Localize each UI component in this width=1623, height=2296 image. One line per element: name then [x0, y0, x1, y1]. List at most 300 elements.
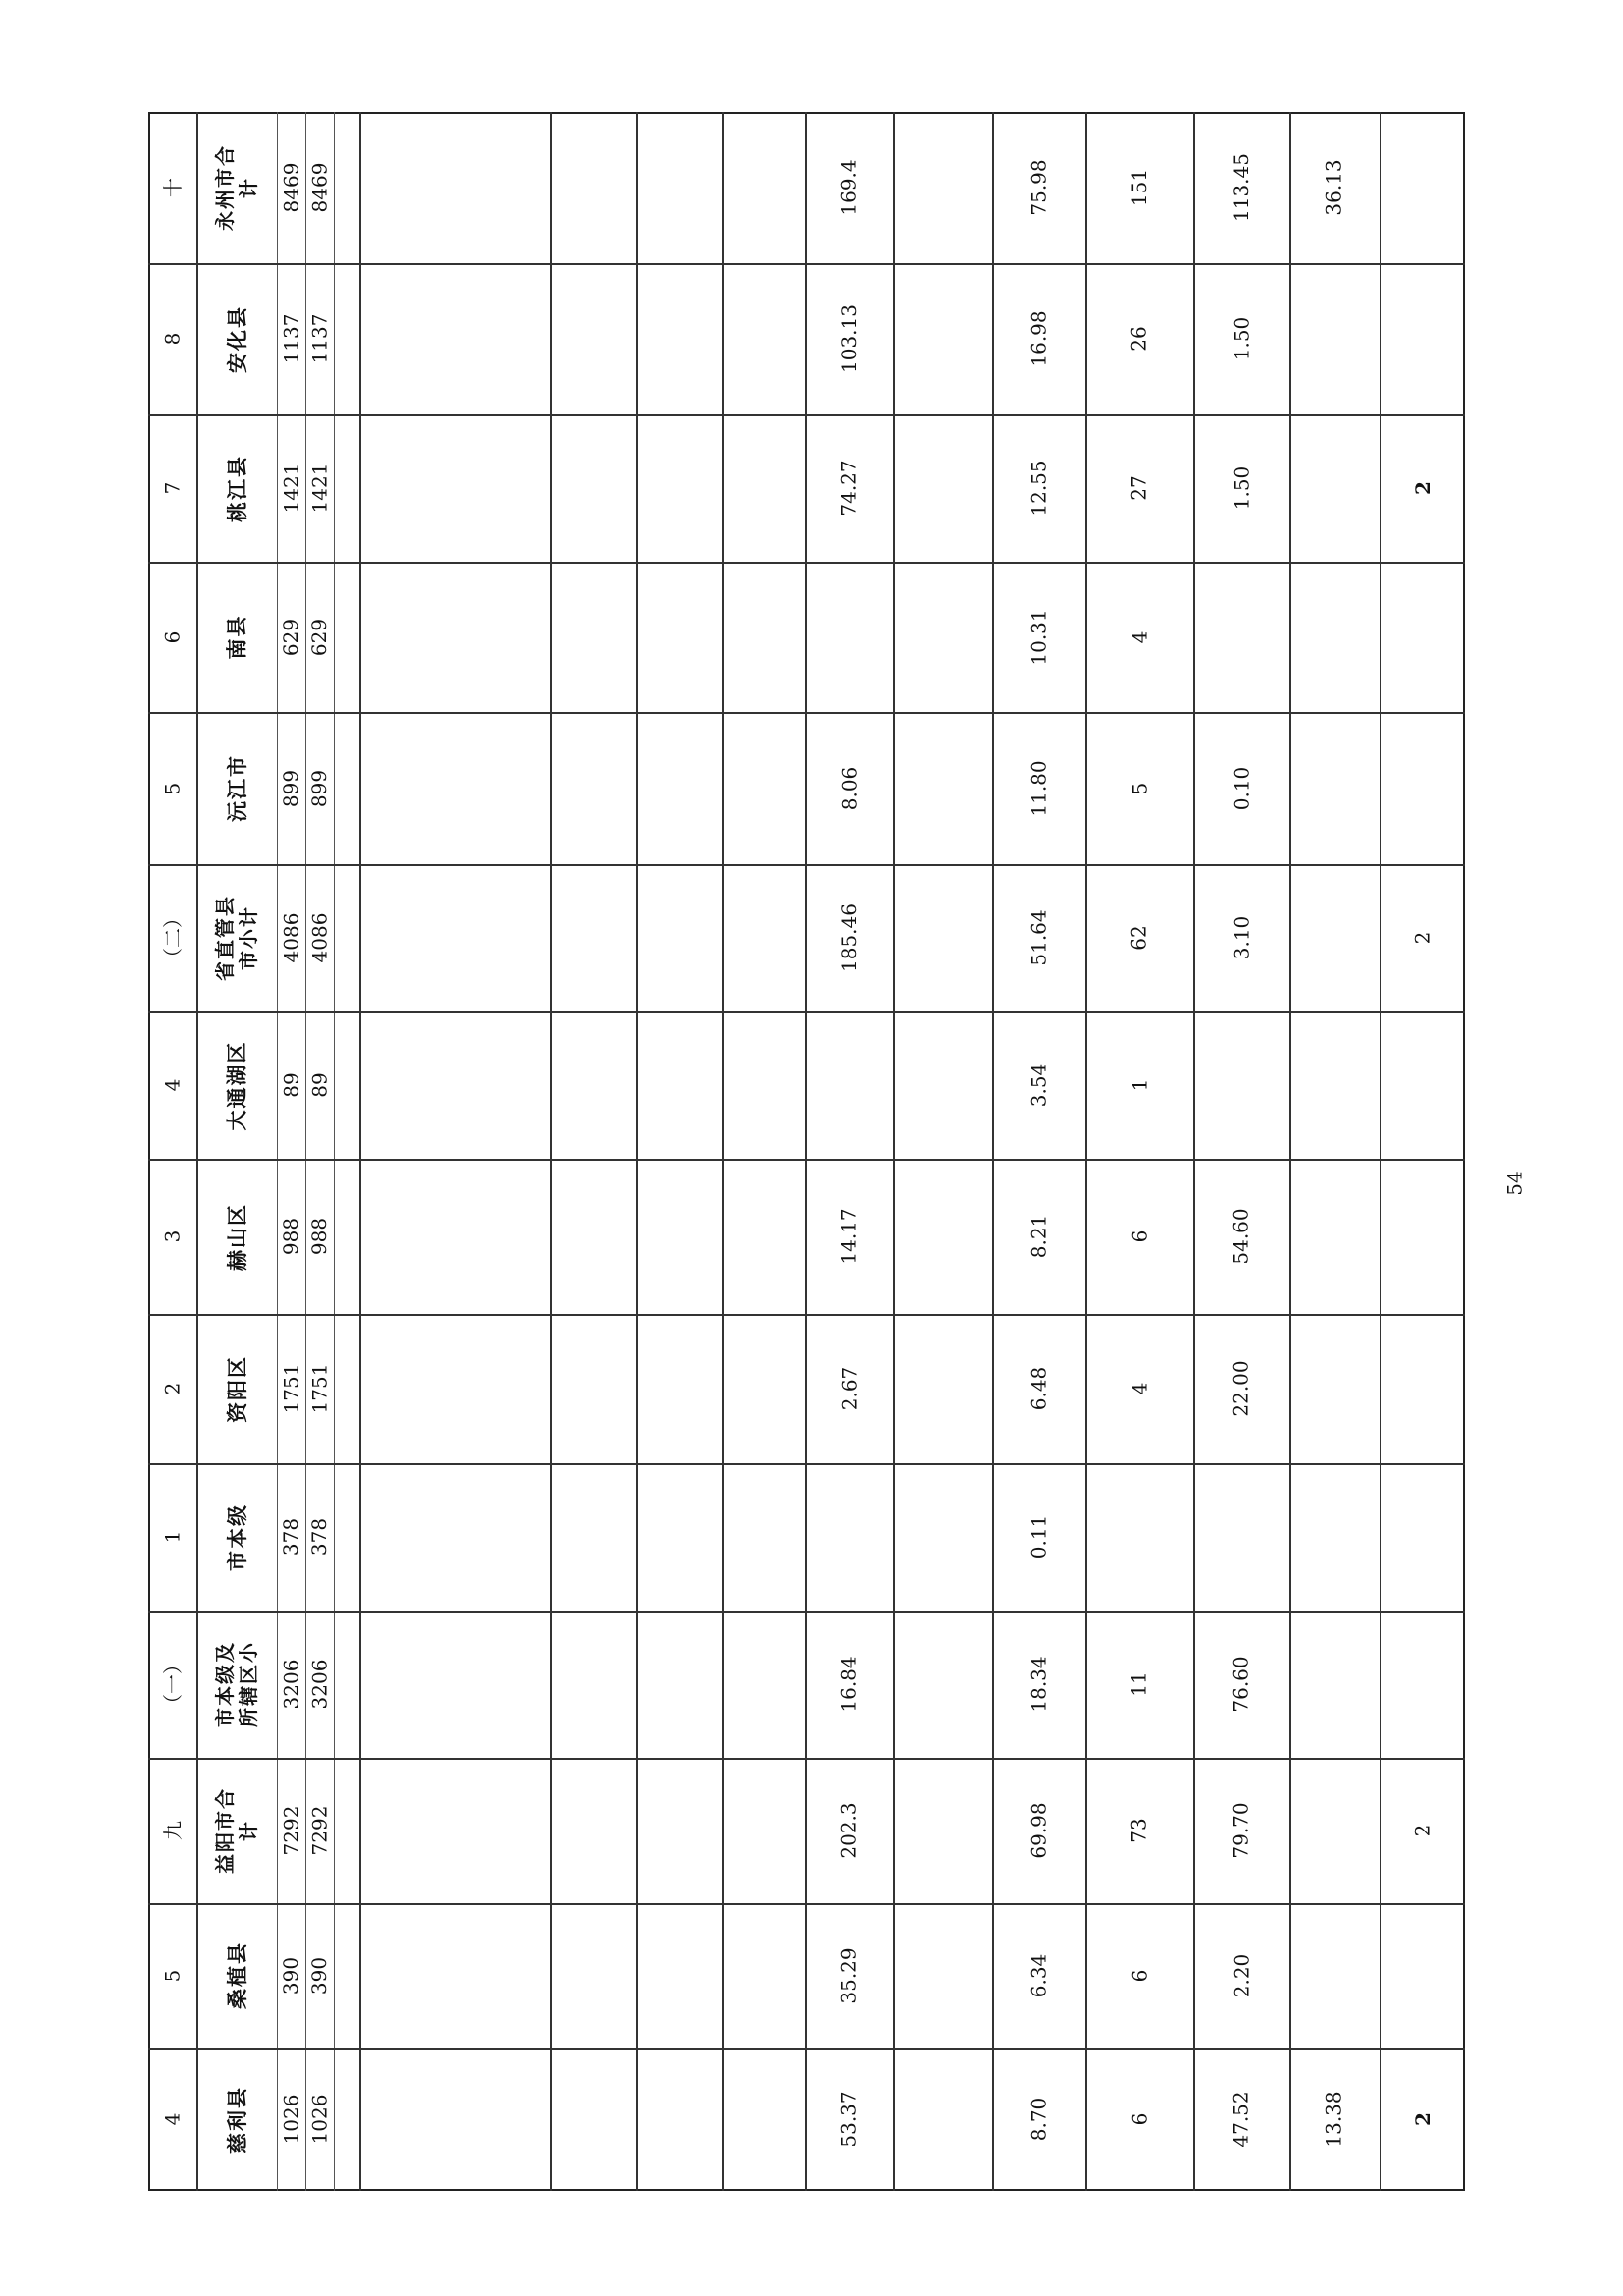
- value-cell: [636, 1463, 722, 1611]
- column-header: [196, 112, 277, 263]
- value-cell: [1289, 1758, 1380, 1903]
- count-cell: [305, 1011, 334, 1159]
- value-cell: [359, 1463, 550, 1611]
- value-cell-text: 14.17: [837, 1208, 861, 1265]
- value-cell: [1289, 263, 1380, 414]
- count-cell: [277, 562, 305, 712]
- column-index-text: 4: [160, 2112, 185, 2126]
- column-header-text: 市本级及 所辖区小: [213, 1641, 260, 1727]
- value-cell-text: 74.27: [837, 460, 861, 517]
- count-cell-text: 378: [307, 1517, 332, 1557]
- value-cell-text: 16.98: [1026, 310, 1051, 367]
- value-cell: [1289, 112, 1380, 263]
- value-cell: [805, 2048, 893, 2191]
- value-cell: [722, 1758, 805, 1903]
- count-cell-text: 1751: [307, 1363, 332, 1414]
- value-cell: [550, 1159, 636, 1314]
- value-cell: [893, 414, 992, 562]
- value-cell: [1193, 263, 1289, 414]
- value-cell-text: 2.20: [1229, 1953, 1253, 1997]
- value-cell: [1085, 562, 1193, 712]
- value-cell: [722, 864, 805, 1011]
- value-cell-text: 6: [1126, 2112, 1151, 2126]
- value-cell: [992, 2048, 1085, 2191]
- column-index: [148, 562, 196, 712]
- column-index-text: 2: [160, 1382, 185, 1395]
- value-cell: [359, 2048, 550, 2191]
- value-cell: [1085, 2048, 1193, 2191]
- count-cell-text: 629: [307, 618, 332, 656]
- count-cell: [277, 1314, 305, 1463]
- value-cell-text: 1: [1126, 1078, 1151, 1092]
- column-header-text: 市本级: [224, 1503, 249, 1571]
- value-cell: [636, 1314, 722, 1463]
- value-cell: [805, 1758, 893, 1903]
- value-cell: [1289, 2048, 1380, 2191]
- value-cell: [1193, 864, 1289, 1011]
- value-cell-text: 2: [1410, 481, 1434, 495]
- value-cell: [359, 414, 550, 562]
- count-cell: [305, 1314, 334, 1463]
- value-cell: [636, 1159, 722, 1314]
- value-cell-text: 0.10: [1229, 766, 1253, 810]
- value-cell: [1193, 1159, 1289, 1314]
- count-cell: [277, 263, 305, 414]
- value-cell: [992, 1758, 1085, 1903]
- count-cell-text: 1421: [279, 463, 303, 514]
- value-cell: [550, 2048, 636, 2191]
- count-cell: [305, 414, 334, 562]
- value-cell-text: 8.21: [1026, 1214, 1051, 1259]
- value-cell-text: 36.13: [1322, 159, 1346, 216]
- value-cell-text: 1.50: [1229, 316, 1253, 361]
- column-header: [196, 562, 277, 712]
- column-index-text: 5: [160, 1969, 185, 1982]
- count-cell-text: 1137: [279, 313, 303, 364]
- column-header: [196, 1903, 277, 2048]
- value-cell-text: 202.3: [837, 1802, 861, 1859]
- value-cell-text: 1.50: [1229, 465, 1253, 511]
- column-header: [196, 1159, 277, 1314]
- column-header: [196, 1011, 277, 1159]
- column-header: [196, 712, 277, 864]
- column-index: [148, 1611, 196, 1758]
- value-cell: [1085, 414, 1193, 562]
- column-header-text: 南县: [224, 614, 249, 660]
- column-index: [148, 112, 196, 263]
- value-cell: [1289, 1314, 1380, 1463]
- value-cell: [1085, 112, 1193, 263]
- count-cell: [277, 864, 305, 1011]
- count-cell: [305, 1463, 334, 1611]
- column-header-text: 桃江县: [224, 454, 249, 522]
- value-cell: [1380, 1314, 1465, 1463]
- value-cell: [550, 414, 636, 562]
- value-cell: [1085, 1611, 1193, 1758]
- value-cell: [893, 112, 992, 263]
- value-cell: [805, 1463, 893, 1611]
- column-index: [148, 712, 196, 864]
- value-cell-text: 6: [1126, 1969, 1151, 1982]
- value-cell: [359, 112, 550, 263]
- value-cell: [636, 1903, 722, 2048]
- count-cell: [277, 1758, 305, 1903]
- value-cell: [1085, 1159, 1193, 1314]
- value-cell: [1193, 1011, 1289, 1159]
- value-cell-text: 5: [1126, 782, 1151, 794]
- value-cell: [359, 562, 550, 712]
- count-cell-text: 378: [279, 1517, 303, 1557]
- value-cell: [1380, 562, 1465, 712]
- column-index-text: 8: [160, 332, 185, 346]
- count-cell: [305, 562, 334, 712]
- column-header: [196, 2048, 277, 2191]
- count-cell: [277, 1611, 305, 1758]
- column-header-text: 永州市合 计: [213, 144, 260, 231]
- value-cell: [1380, 1159, 1465, 1314]
- value-cell: [1289, 562, 1380, 712]
- value-cell: [636, 712, 722, 864]
- count-cell-text: 3206: [307, 1659, 332, 1710]
- value-cell: [1380, 2048, 1465, 2191]
- column-index-text: 4: [160, 1078, 185, 1092]
- count-cell: [305, 1903, 334, 2048]
- value-cell: [359, 1903, 550, 2048]
- value-cell: [1193, 712, 1289, 864]
- column-index: [148, 1903, 196, 2048]
- count-cell-text: 4086: [307, 912, 332, 963]
- value-cell: [722, 112, 805, 263]
- value-cell: [1085, 1463, 1193, 1611]
- column-index-text: （二）: [160, 908, 185, 967]
- column-header: [196, 1758, 277, 1903]
- value-cell-text: 169.4: [837, 159, 861, 216]
- value-cell-text: 27: [1126, 475, 1151, 501]
- count-cell: [305, 2048, 334, 2191]
- column-index-text: 6: [160, 630, 185, 643]
- value-cell: [1085, 263, 1193, 414]
- value-cell: [636, 414, 722, 562]
- value-cell: [550, 562, 636, 712]
- value-cell: [550, 263, 636, 414]
- value-cell: [722, 1903, 805, 2048]
- count-cell: [305, 1758, 334, 1903]
- value-cell-text: 113.45: [1228, 153, 1253, 222]
- value-cell-text: 51.64: [1026, 909, 1051, 966]
- value-cell: [359, 712, 550, 864]
- value-cell: [805, 414, 893, 562]
- column-header-text: 桑植县: [224, 1941, 249, 2009]
- value-cell: [992, 112, 1085, 263]
- value-cell: [1085, 864, 1193, 1011]
- value-cell-text: 75.98: [1026, 159, 1051, 216]
- count-cell-text: 8469: [307, 162, 332, 213]
- value-cell: [805, 712, 893, 864]
- value-cell: [992, 1611, 1085, 1758]
- value-cell: [1289, 414, 1380, 562]
- value-cell: [1289, 864, 1380, 1011]
- value-cell: [1380, 414, 1465, 562]
- value-cell-text: 12.55: [1026, 460, 1051, 517]
- value-cell-text: 54.60: [1228, 1208, 1253, 1265]
- value-cell: [1289, 1011, 1380, 1159]
- count-cell: [277, 414, 305, 562]
- value-cell: [1085, 1314, 1193, 1463]
- value-cell: [992, 1159, 1085, 1314]
- count-cell: [305, 263, 334, 414]
- count-cell: [277, 712, 305, 864]
- value-cell: [1289, 1903, 1380, 2048]
- count-cell-text: 8469: [279, 162, 303, 213]
- value-cell-text: 11: [1126, 1671, 1151, 1697]
- count-cell: [277, 112, 305, 263]
- value-cell-text: 35.29: [837, 1946, 861, 2004]
- value-cell: [1380, 712, 1465, 864]
- column-header-text: 资阳区: [224, 1354, 249, 1423]
- value-cell: [893, 263, 992, 414]
- value-cell: [805, 112, 893, 263]
- count-cell-text: 988: [307, 1217, 332, 1256]
- value-cell: [1193, 1314, 1289, 1463]
- value-cell: [722, 1011, 805, 1159]
- value-cell: [550, 1611, 636, 1758]
- value-cell: [1193, 1903, 1289, 2048]
- value-cell: [550, 864, 636, 1011]
- value-cell: [550, 1903, 636, 2048]
- value-cell-text: 10.31: [1026, 608, 1051, 666]
- value-cell: [550, 712, 636, 864]
- value-cell: [893, 1611, 992, 1758]
- value-cell: [992, 263, 1085, 414]
- value-cell: [893, 1463, 992, 1611]
- value-cell: [1193, 112, 1289, 263]
- value-cell: [1289, 1159, 1380, 1314]
- value-cell: [722, 1314, 805, 1463]
- value-cell-text: 2: [1410, 2112, 1434, 2126]
- value-cell: [992, 1903, 1085, 2048]
- value-cell: [359, 1314, 550, 1463]
- column-index: [148, 414, 196, 562]
- value-cell: [1193, 1463, 1289, 1611]
- column-index-text: （一）: [160, 1655, 185, 1714]
- column-index-text: 九: [160, 1821, 185, 1840]
- column-index: [148, 1463, 196, 1611]
- value-cell: [1289, 1463, 1380, 1611]
- value-cell: [1085, 1903, 1193, 2048]
- count-cell-text: 629: [279, 618, 303, 656]
- value-cell-text: 8.70: [1026, 2097, 1051, 2142]
- count-cell-text: 89: [279, 1072, 303, 1098]
- value-cell: [636, 2048, 722, 2191]
- value-cell-text: 2: [1410, 931, 1434, 945]
- value-cell-text: 13.38: [1322, 2091, 1346, 2148]
- value-cell: [1380, 1758, 1465, 1903]
- count-cell-text: 3206: [279, 1659, 303, 1710]
- value-cell-text: 22.00: [1228, 1360, 1253, 1417]
- value-cell: [1085, 1758, 1193, 1903]
- count-cell: [305, 712, 334, 864]
- count-cell-text: 390: [307, 1956, 332, 1995]
- value-cell: [722, 263, 805, 414]
- column-header-text: 大通湖区: [224, 1040, 249, 1130]
- value-cell: [893, 1011, 992, 1159]
- value-cell-text: 6.34: [1026, 1953, 1051, 1997]
- value-cell: [636, 864, 722, 1011]
- value-cell: [893, 1314, 992, 1463]
- count-cell: [277, 1159, 305, 1314]
- count-cell-text: 988: [279, 1217, 303, 1256]
- value-cell: [893, 712, 992, 864]
- value-cell-text: 0.11: [1026, 1514, 1051, 1559]
- value-cell: [1380, 263, 1465, 414]
- value-cell-text: 2: [1410, 1824, 1434, 1837]
- value-cell: [636, 263, 722, 414]
- count-cell: [277, 2048, 305, 2191]
- count-cell: [305, 864, 334, 1011]
- count-cell: [305, 1611, 334, 1758]
- value-cell-text: 76.60: [1228, 1656, 1253, 1713]
- value-cell-text: 69.98: [1026, 1802, 1051, 1859]
- count-cell-text: 1421: [307, 463, 332, 514]
- count-cell: [277, 1903, 305, 2048]
- value-cell-text: 26: [1126, 326, 1151, 352]
- column-index-text: 5: [160, 782, 185, 794]
- value-cell: [1193, 1611, 1289, 1758]
- column-header-text: 赫山区: [224, 1202, 249, 1271]
- value-cell: [359, 263, 550, 414]
- value-cell: [359, 1611, 550, 1758]
- value-cell: [1380, 1463, 1465, 1611]
- value-cell-text: 2.67: [838, 1366, 861, 1411]
- value-cell: [550, 1314, 636, 1463]
- value-cell: [1193, 1758, 1289, 1903]
- value-cell: [893, 864, 992, 1011]
- value-cell: [992, 1011, 1085, 1159]
- value-cell-text: 151: [1127, 168, 1151, 207]
- value-cell-text: 16.84: [837, 1656, 861, 1713]
- count-cell-text: 4086: [279, 912, 303, 963]
- value-cell: [636, 562, 722, 712]
- value-cell-text: 62: [1126, 925, 1151, 951]
- value-cell: [359, 864, 550, 1011]
- column-index: [148, 864, 196, 1011]
- count-cell: [305, 112, 334, 263]
- value-cell: [992, 562, 1085, 712]
- value-cell: [893, 562, 992, 712]
- count-cell-text: 1137: [307, 313, 332, 364]
- column-index: [148, 263, 196, 414]
- value-cell: [992, 712, 1085, 864]
- page-number-text: 54: [1502, 1171, 1527, 1196]
- column-header-text: 省直管县 市小计: [213, 895, 260, 981]
- column-header-text: 安化县: [224, 304, 249, 373]
- count-cell-text: 390: [279, 1956, 303, 1995]
- count-cell-text: 7292: [279, 1805, 303, 1856]
- value-cell: [722, 712, 805, 864]
- value-cell: [1085, 1011, 1193, 1159]
- value-cell: [722, 2048, 805, 2191]
- value-cell: [1289, 712, 1380, 864]
- value-cell: [722, 1611, 805, 1758]
- column-header: [196, 414, 277, 562]
- value-cell-text: 73: [1126, 1818, 1151, 1843]
- count-cell-text: 1751: [279, 1363, 303, 1414]
- count-cell-text: 899: [279, 769, 303, 807]
- value-cell: [805, 864, 893, 1011]
- value-cell-text: 53.37: [837, 2091, 861, 2148]
- value-cell-text: 6: [1126, 1230, 1151, 1243]
- column-index-text: 十: [160, 178, 185, 197]
- value-cell: [359, 1159, 550, 1314]
- count-cell-text: 899: [307, 769, 332, 807]
- value-cell: [550, 112, 636, 263]
- value-cell: [805, 562, 893, 712]
- value-cell-text: 4: [1126, 630, 1151, 643]
- value-cell: [1380, 1903, 1465, 2048]
- column-index: [148, 1314, 196, 1463]
- value-cell: [1193, 562, 1289, 712]
- value-cell: [636, 112, 722, 263]
- column-header: [196, 263, 277, 414]
- count-cell: [305, 1159, 334, 1314]
- value-cell-text: 6.48: [1026, 1366, 1051, 1411]
- value-cell-text: 103.13: [837, 304, 861, 373]
- value-cell: [893, 2048, 992, 2191]
- value-cell: [550, 1011, 636, 1159]
- value-cell-text: 4: [1126, 1382, 1151, 1395]
- value-cell: [1380, 1611, 1465, 1758]
- column-header-text: 慈利县: [224, 2085, 249, 2154]
- value-cell: [1193, 2048, 1289, 2191]
- value-cell-text: 8.06: [838, 766, 861, 810]
- value-cell: [992, 414, 1085, 562]
- value-cell: [359, 1011, 550, 1159]
- column-index-text: 3: [160, 1230, 185, 1243]
- column-index: [148, 1011, 196, 1159]
- value-cell-text: 11.80: [1026, 759, 1051, 817]
- value-cell: [1380, 864, 1465, 1011]
- column-index: [148, 2048, 196, 2191]
- page-number: [1500, 1164, 1530, 1203]
- value-cell: [550, 1758, 636, 1903]
- value-cell: [893, 1903, 992, 2048]
- column-header: [196, 1463, 277, 1611]
- count-cell-text: 89: [307, 1072, 332, 1098]
- value-cell: [1289, 1611, 1380, 1758]
- column-index-text: 1: [160, 1530, 185, 1544]
- value-cell: [805, 1011, 893, 1159]
- count-cell-text: 1026: [279, 2094, 303, 2145]
- value-cell: [893, 1159, 992, 1314]
- value-cell-text: 79.70: [1228, 1802, 1253, 1859]
- column-header-text: 沅江市: [224, 754, 249, 822]
- value-cell: [636, 1011, 722, 1159]
- count-cell: [277, 1463, 305, 1611]
- column-index: [148, 1159, 196, 1314]
- value-cell: [893, 1758, 992, 1903]
- value-cell: [1193, 414, 1289, 562]
- value-cell: [805, 263, 893, 414]
- count-cell-text: 1026: [307, 2094, 332, 2145]
- column-header: [196, 1611, 277, 1758]
- column-header: [196, 864, 277, 1011]
- column-header: [196, 1314, 277, 1463]
- table-grid-vline: [334, 112, 335, 2191]
- value-cell-text: 47.52: [1228, 2091, 1253, 2148]
- value-cell: [722, 1463, 805, 1611]
- value-cell: [1380, 112, 1465, 263]
- value-cell: [636, 1758, 722, 1903]
